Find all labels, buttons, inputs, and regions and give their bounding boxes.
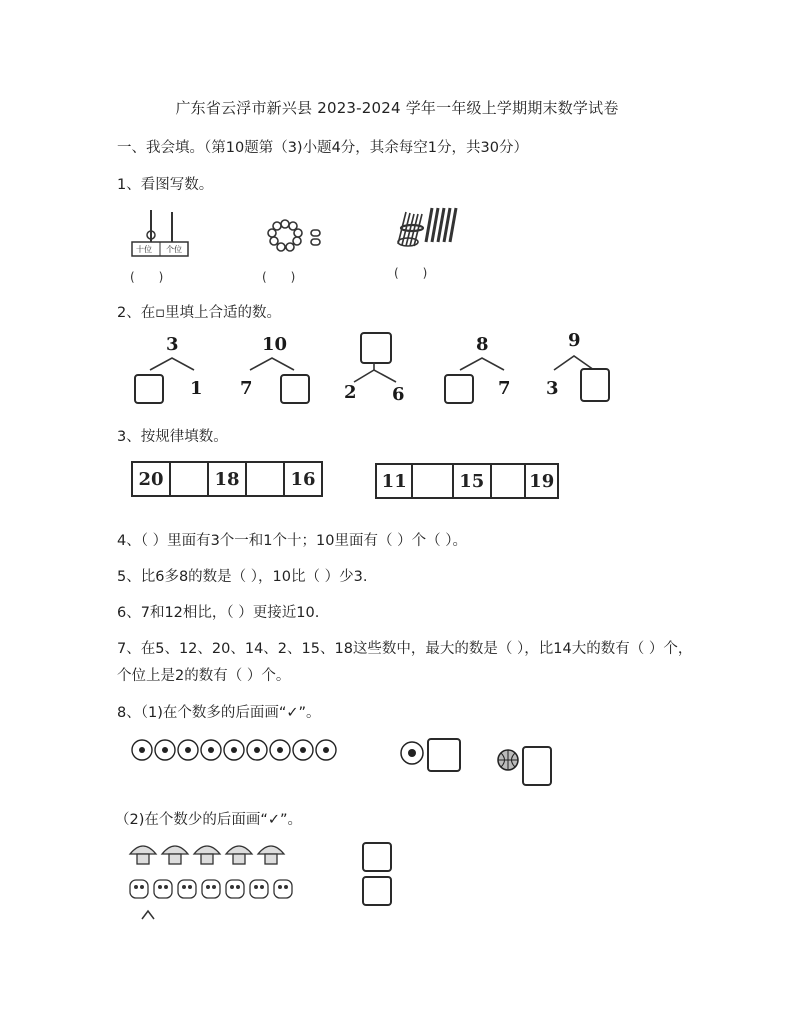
abacus-picture [124,208,194,260]
question-2-label: 2、在▫里填上合适的数。 [117,305,282,321]
question-5: 5、比6多8的数是（ ），10比（ ）少3. [117,569,368,585]
answer-box[interactable] [580,368,610,402]
sequence-cell: 20 [133,463,171,495]
question-7-line-1: 7、在5、12、20、14、2、15、18这些数中，最大的数是（ ），比14大的数有（ ）个， [117,641,693,657]
tree-left-number: 3 [546,378,559,399]
answer-box[interactable] [280,374,310,404]
animal-icon [140,909,164,919]
tree-top-number: 8 [476,334,489,355]
question-6: 6、7和12相比，（ ）更接近10. [117,605,320,621]
number-tree-2 [236,334,326,406]
number-tree-1 [128,334,218,406]
answer-blank-2[interactable]: ( ) [262,270,296,284]
section-heading: 一、我会填。（第10题第（3)小题4分，其余每空1分，共30分） [117,140,528,156]
tree-top-number: 10 [262,334,288,355]
sequence-cell: 19 [529,470,555,492]
check-box-owls[interactable] [362,876,392,906]
abacus-ones-label: 个位 [166,245,182,254]
check-box-basketball[interactable] [522,746,552,786]
abacus-tens-label: 十位 [136,245,152,254]
check-box-mushrooms[interactable] [362,842,392,872]
owl-icons [128,876,303,902]
basketball-icon [496,748,520,772]
sequence-cell: 16 [290,468,316,490]
bead-ring-picture [265,218,325,262]
question-1-label: 1、看图写数。 [117,177,214,193]
tree-right-number: 6 [392,384,405,405]
beads-icon [265,218,325,258]
football-icons [130,735,340,765]
sequence-cell: 18 [209,463,247,495]
sequence-blank-cell[interactable] [492,465,526,497]
sticks-bundle-icon [392,204,462,254]
number-tree-3 [340,330,420,406]
sequence-blank-cell[interactable] [171,463,209,495]
tree-right-number: 1 [190,378,203,399]
football-row [130,735,340,769]
abacus-icon [124,208,194,260]
question-3-label: 3、按规律填数。 [117,429,228,445]
owl-row [128,876,303,906]
number-tree-4 [440,334,530,406]
tree-left-number: 2 [344,382,357,403]
answer-box[interactable] [444,374,474,404]
sequence-blank-cell[interactable] [247,463,285,495]
sequence-row-2 [375,463,559,499]
number-tree-5 [544,330,634,406]
mushroom-row [128,838,288,872]
partial-animal-picture [140,904,164,923]
answer-box[interactable] [134,374,164,404]
question-7-line-2: 个位上是2的数有（ ）个。 [117,668,291,684]
question-8-sub-2: （2)在个数少的后面画“✓”。 [115,812,303,828]
question-8-label: 8、（1)在个数多的后面画“✓”。 [117,705,321,721]
basketball-option [496,748,520,776]
tree-top-number: 3 [166,334,179,355]
sequence-row-1 [131,461,323,497]
question-4: 4、（ ）里面有3个一和1个十；10里面有（ ）个（ ）。 [117,533,467,549]
answer-blank-1[interactable]: ( ) [130,270,164,284]
tree-top-number: 9 [568,330,581,351]
sequence-cell: 15 [454,465,492,497]
sticks-picture [392,204,462,258]
football-icon [399,740,425,766]
tree-left-number: 7 [240,378,253,399]
tree-right-number: 7 [498,378,511,399]
exam-title: 广东省云浮市新兴县 2023-2024 学年一年级上学期期末数学试卷 [175,99,619,117]
sequence-blank-cell[interactable] [413,465,453,497]
sequence-cell: 11 [377,465,413,497]
football-option [399,740,425,770]
answer-blank-3[interactable]: ( ) [394,266,428,280]
mushroom-icons [128,838,288,868]
check-box-football[interactable] [427,738,461,772]
